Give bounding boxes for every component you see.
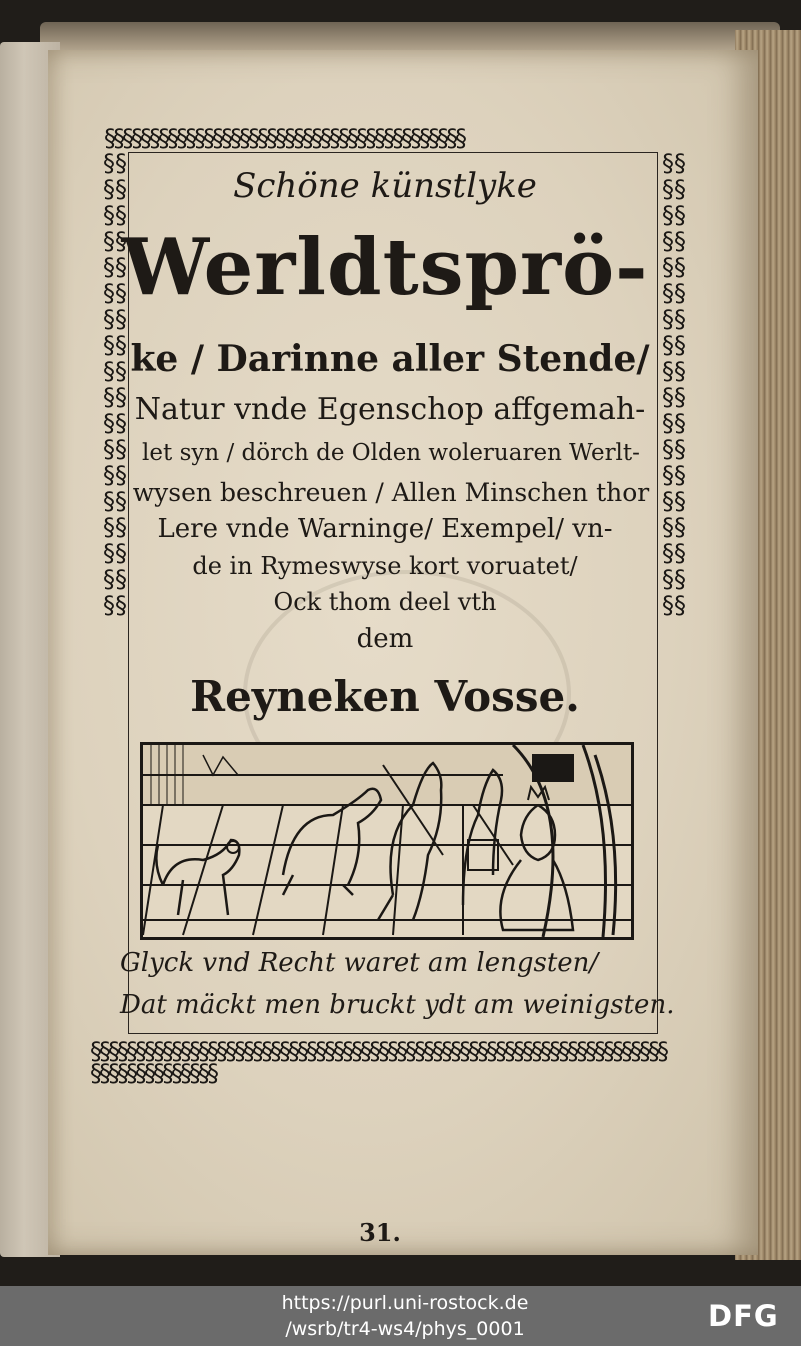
woodcut-illustration xyxy=(140,742,634,940)
title-line-9: Ock thom deel vth xyxy=(273,588,497,616)
ornament-border-bottom: §§§§§§§§§§§§§§§§§§§§§§§§§§§§§§§§§§§§§§§§§§§§§§§§§§§§§§§§§§§§§§§§§§§§§§§§§§§§§§ xyxy=(90,1040,666,1084)
title-line-8: de in Rymeswyse kort voruatet/ xyxy=(192,552,578,580)
title-line-11: Reyneken Vosse. xyxy=(190,672,580,721)
ornament-border-top: §§§§§§§§§§§§§§§§§§§§§§§§§§§§§§§§§§§§§§§§ xyxy=(104,126,464,150)
title-line-1: Schöne künstlyke xyxy=(233,166,537,206)
signature-mark: 31. xyxy=(359,1218,401,1247)
permalink-line-1[interactable]: https://purl.uni-rostock.de xyxy=(281,1292,529,1314)
title-line-5: let syn / dörch de Olden woleruaren Werlt- xyxy=(142,440,640,466)
title-line-7: Lere vnde Warninge/ Exempel/ vn- xyxy=(157,514,613,544)
motto-line-1: Glyck vnd Recht waret am lengsten/ xyxy=(120,948,599,978)
motto-line-2: Dat mäckt men bruckt ydt am weinigsten. xyxy=(120,990,675,1020)
ornament-border-right: §§§§§§§§§§§§§§§§§§§§§§§§§§§§§§§§§§§§ xyxy=(662,150,686,619)
dfg-logo: DFG xyxy=(708,1299,779,1333)
permalink-line-2[interactable]: /wsrb/tr4-ws4/phys_0001 xyxy=(285,1318,525,1340)
title-main-word: Werldtsprö- xyxy=(121,222,649,313)
title-line-6: wysen beschreuen / Allen Minschen thor xyxy=(132,478,650,507)
ornament-border-left: §§§§§§§§§§§§§§§§§§§§§§§§§§§§§§§§§§§§ xyxy=(103,150,127,619)
title-line-4: Natur vnde Egenschop affgemah- xyxy=(134,392,646,427)
title-line-10: dem xyxy=(356,624,414,654)
title-line-3: ke / Darinne aller Stende/ xyxy=(130,338,650,380)
woodcut-scene xyxy=(143,745,631,937)
